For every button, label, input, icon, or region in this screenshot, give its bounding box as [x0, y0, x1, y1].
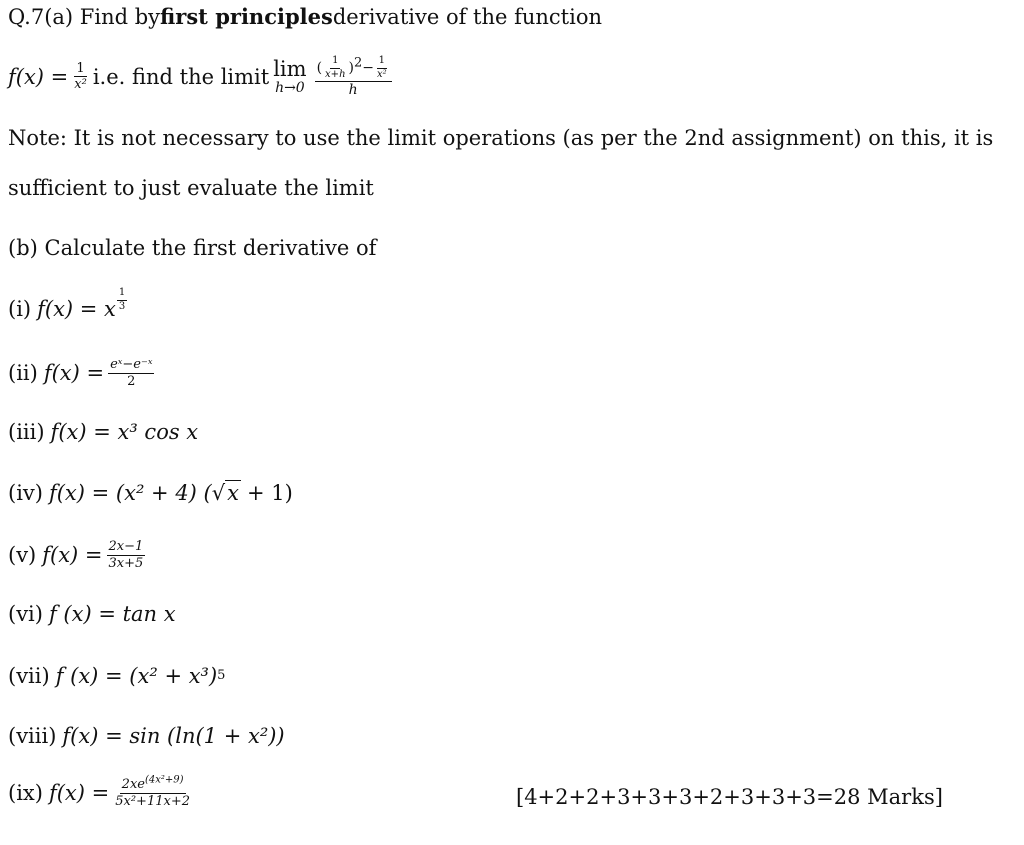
title-bold: first principles [160, 4, 333, 29]
limit-text: i.e. find the limit [92, 64, 270, 89]
item-v-label: (v) [8, 543, 37, 568]
item-ix [8, 774, 196, 809]
lim-word: lim [273, 56, 307, 81]
inner-fraction [323, 56, 347, 80]
minus-fraction [375, 56, 389, 80]
item-vi-label: (vi) [8, 602, 43, 626]
square-exp: 2 [353, 55, 363, 71]
item-ii [8, 358, 158, 388]
item-v-fraction [107, 540, 146, 570]
question-title [8, 4, 602, 29]
item-v-num: 2x−1 [108, 539, 144, 554]
function-lhs: f(x) = [8, 64, 69, 89]
item-ii-num: eˣ−e⁻ˣ [110, 357, 153, 372]
inner-den: x+h [325, 68, 346, 80]
limit-denominator: h [348, 82, 358, 98]
item-i [8, 287, 128, 321]
exp-den: 3 [118, 300, 126, 312]
item-ix-num: 2xe [121, 777, 145, 792]
title-prefix: Q.7(a) Find by [8, 4, 161, 29]
function-fraction [72, 62, 89, 92]
item-i-exponent [117, 288, 127, 312]
minus-num: 1 [377, 56, 387, 69]
item-vii: (vii) f (x) = (x² + x³) 5 [8, 664, 226, 688]
exp-num: 1 [117, 288, 127, 301]
note-line-1: Note: It is not necessary to use the limit operations (as per the 2nd assignment) on this, it is [8, 126, 994, 150]
item-ii-den: 2 [127, 373, 136, 389]
item-iv-rhs: + 1) [246, 480, 293, 505]
item-i-expr: f(x) = x [37, 297, 116, 321]
part-b-heading: (b) Calculate the first derivative of [8, 236, 377, 260]
sqrt-symbol: √ [211, 480, 226, 505]
item-iii-label: (iii) [8, 420, 45, 444]
item-ix-lhs: f(x) = [48, 781, 110, 806]
item-viii-label: (viii) [8, 724, 57, 748]
item-ix-fraction [113, 774, 192, 809]
limit-numerator: ( $\frac{1}{x+h}$ )$^2$− $\frac{1}{\text{x²}}$ [315, 56, 392, 82]
item-iv-lhs: f(x) = (x² + 4) ( [48, 480, 212, 505]
item-i-label: (i) [8, 297, 32, 321]
item-ii-label: (ii) [8, 361, 38, 386]
minus-den: x² [377, 68, 387, 80]
item-vii-expr: f (x) = (x² + x³) [55, 664, 218, 688]
item-ix-num-exp: (4x²+9) [144, 774, 184, 786]
item-ix-den: 5x²+11x+2 [115, 793, 190, 809]
limit-definition [8, 56, 396, 98]
limit-operator [273, 58, 306, 96]
limit-fraction [315, 56, 392, 98]
item-vi-expr: f (x) = tan x [48, 602, 176, 626]
item-viii-expr: f(x) = sin (ln(1 + x²)) [62, 724, 285, 748]
item-vi [8, 602, 176, 626]
item-iii-expr: f(x) = x³ cos x [50, 420, 199, 444]
item-iv-sqrt: x [227, 481, 239, 505]
fraction-num: 1 [76, 60, 85, 76]
item-ii-lhs: f(x) = [43, 361, 105, 386]
item-v-lhs: f(x) = [42, 543, 103, 568]
item-ii-fraction [108, 358, 154, 388]
lim-sub: h→0 [275, 79, 305, 96]
item-v [8, 540, 149, 570]
marks-total: [4+2+2+3+3+3+2+3+3+3=28 Marks] [516, 785, 943, 809]
item-iii [8, 420, 198, 444]
item-vii-label: (vii) [8, 664, 50, 688]
item-iv [8, 480, 293, 505]
inner-num: 1 [330, 56, 340, 69]
title-suffix: derivative of the function [332, 4, 603, 29]
item-ix-label: (ix) [8, 781, 43, 806]
item-iv-label: (iv) [8, 480, 43, 505]
item-ix-numerator [120, 774, 186, 794]
note-line-2: sufficient to just evaluate the limit [8, 176, 374, 200]
item-viii [8, 724, 285, 748]
fraction-den: x² [74, 77, 87, 93]
item-v-den: 3x+5 [108, 555, 144, 571]
